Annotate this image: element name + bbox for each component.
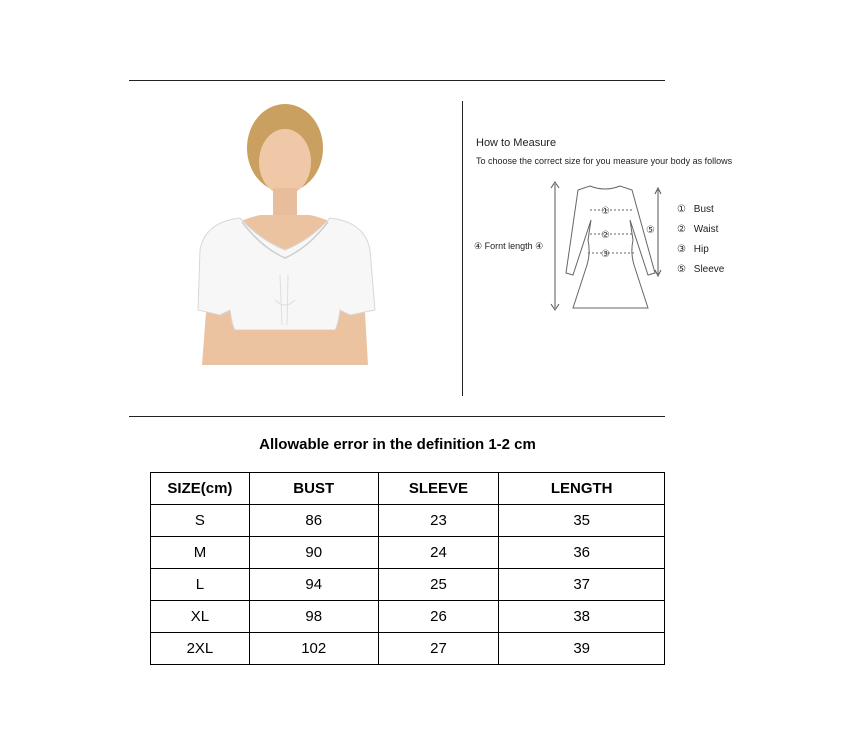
legend-label: Hip — [693, 244, 709, 255]
cell-size: S — [151, 505, 250, 537]
size-chart-table — [150, 472, 665, 665]
cell-sleeve: 25 — [378, 569, 499, 601]
cell-size: L — [151, 569, 250, 601]
legend-number: ③ — [677, 244, 686, 255]
cell-bust: 94 — [249, 569, 378, 601]
cell-length: 37 — [499, 569, 665, 601]
cell-length: 38 — [499, 601, 665, 633]
bottom-divider — [129, 416, 665, 417]
cell-bust: 90 — [249, 537, 378, 569]
legend-label: Bust — [693, 204, 714, 215]
header-sleeve: SLEEVE — [378, 473, 499, 505]
cell-sleeve: 24 — [378, 537, 499, 569]
marker-waist: ② — [601, 230, 610, 241]
header-bust: BUST — [249, 473, 378, 505]
cell-size: 2XL — [151, 633, 250, 665]
cell-size: XL — [151, 601, 250, 633]
cell-length: 35 — [499, 505, 665, 537]
legend-label: Waist — [693, 224, 719, 235]
legend-hip — [677, 244, 709, 255]
table-row — [151, 633, 665, 665]
cell-length: 36 — [499, 537, 665, 569]
header-length: LENGTH — [499, 473, 665, 505]
marker-sleeve: ⑤ — [646, 225, 655, 236]
table-row — [151, 569, 665, 601]
front-length-label: ④ Fornt length ④ — [474, 241, 544, 251]
marker-bust: ① — [601, 206, 610, 217]
legend-waist — [677, 224, 718, 235]
top-divider — [129, 80, 665, 81]
legend-number: ② — [677, 224, 686, 235]
table-header-row — [151, 473, 665, 505]
cell-size: M — [151, 537, 250, 569]
header-size: SIZE(cm) — [151, 473, 250, 505]
product-photo — [190, 100, 380, 365]
marker-hip: ③ — [601, 249, 610, 260]
table-row — [151, 601, 665, 633]
cell-bust: 86 — [249, 505, 378, 537]
how-to-measure-subtitle: To choose the correct size for you measure your body as follows — [476, 156, 733, 166]
vertical-divider — [462, 101, 463, 396]
legend-label: Sleeve — [693, 264, 725, 275]
cell-bust: 98 — [249, 601, 378, 633]
legend-number: ⑤ — [677, 264, 686, 275]
table-row — [151, 505, 665, 537]
cell-sleeve: 23 — [378, 505, 499, 537]
cell-sleeve: 26 — [378, 601, 499, 633]
cell-length: 39 — [499, 633, 665, 665]
table-row — [151, 537, 665, 569]
how-to-measure-title: How to Measure — [476, 137, 557, 149]
cell-bust: 102 — [249, 633, 378, 665]
allowable-error-note: Allowable error in the definition 1-2 cm — [259, 436, 536, 453]
legend-sleeve — [677, 264, 724, 275]
measurement-diagram — [470, 178, 670, 318]
legend-bust — [677, 204, 714, 215]
legend-number: ① — [677, 204, 686, 215]
cell-sleeve: 27 — [378, 633, 499, 665]
